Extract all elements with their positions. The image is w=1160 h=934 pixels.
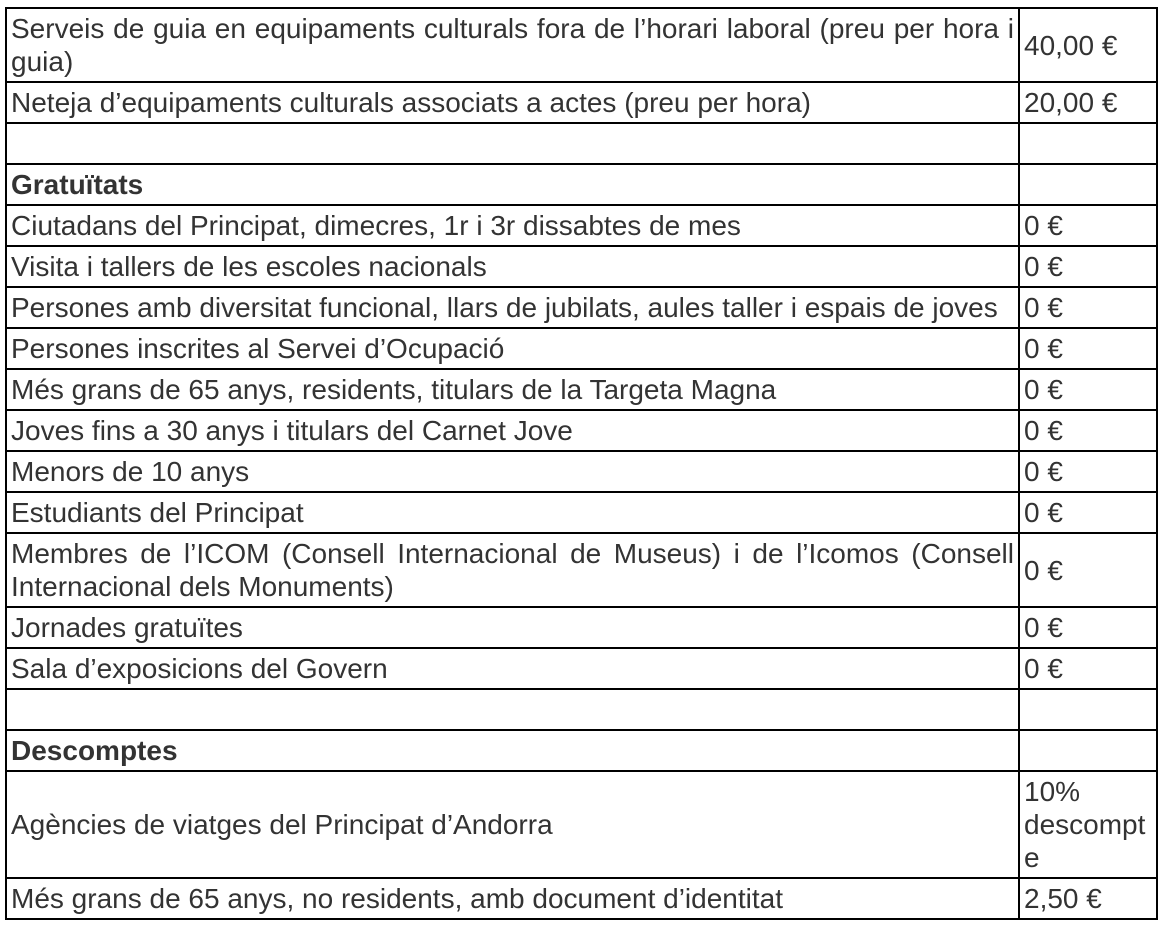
table-row	[6, 492, 1157, 533]
description-cell: Serveis de guia en equipaments culturals fora de l’horari laboral (preu per hora i guia)	[6, 8, 1019, 82]
table-row	[6, 246, 1157, 287]
price-cell: 20,00 €	[1019, 82, 1157, 123]
table-row	[6, 533, 1157, 607]
price-cell	[1019, 689, 1157, 730]
description-cell: Menors de 10 anys	[6, 451, 1019, 492]
price-cell: 0 €	[1019, 205, 1157, 246]
price-cell: 0 €	[1019, 607, 1157, 648]
description-cell: Més grans de 65 anys, residents, titulars de la Targeta Magna	[6, 369, 1019, 410]
table-row	[6, 648, 1157, 689]
price-cell: 0 €	[1019, 410, 1157, 451]
price-cell: 10% descompte	[1019, 771, 1157, 878]
price-cell: 40,00 €	[1019, 8, 1157, 82]
price-cell: 0 €	[1019, 533, 1157, 607]
table-row	[6, 607, 1157, 648]
price-cell: 0 €	[1019, 451, 1157, 492]
table-row	[6, 287, 1157, 328]
description-cell: Estudiants del Principat	[6, 492, 1019, 533]
price-cell: 0 €	[1019, 328, 1157, 369]
price-cell: 0 €	[1019, 287, 1157, 328]
description-cell: Ciutadans del Principat, dimecres, 1r i 3r dissabtes de mes	[6, 205, 1019, 246]
section-header-cell: Gratuïtats	[6, 164, 1019, 205]
spacer-row	[6, 123, 1157, 164]
description-cell: Persones inscrites al Servei d’Ocupació	[6, 328, 1019, 369]
price-cell: 0 €	[1019, 492, 1157, 533]
pricing-table-body	[6, 8, 1157, 919]
description-cell: Agències de viatges del Principat d’Andorra	[6, 771, 1019, 878]
table-row	[6, 328, 1157, 369]
description-cell: Neteja d’equipaments culturals associats a actes (preu per hora)	[6, 82, 1019, 123]
table-row	[6, 410, 1157, 451]
price-cell: 0 €	[1019, 648, 1157, 689]
table-row	[6, 771, 1157, 878]
pricing-document	[5, 7, 1160, 920]
table-row	[6, 205, 1157, 246]
price-cell: 0 €	[1019, 246, 1157, 287]
price-cell	[1019, 164, 1157, 205]
section-header-row	[6, 164, 1157, 205]
section-header-cell: Descomptes	[6, 730, 1019, 771]
description-cell: Més grans de 65 anys, no residents, amb document d’identitat	[6, 878, 1019, 919]
description-cell: Visita i tallers de les escoles nacionals	[6, 246, 1019, 287]
price-cell	[1019, 123, 1157, 164]
description-cell	[6, 123, 1019, 164]
table-row	[6, 878, 1157, 919]
description-cell: Membres de l’ICOM (Consell Internacional de Museus) i de l’Icomos (Consell Internacional dels Monuments)	[6, 533, 1019, 607]
table-row	[6, 8, 1157, 82]
pricing-table	[5, 7, 1158, 920]
price-cell	[1019, 730, 1157, 771]
description-cell: Sala d’exposicions del Govern	[6, 648, 1019, 689]
table-row	[6, 451, 1157, 492]
description-cell: Jornades gratuïtes	[6, 607, 1019, 648]
description-cell: Persones amb diversitat funcional, llars de jubilats, aules taller i espais de joves	[6, 287, 1019, 328]
spacer-row	[6, 689, 1157, 730]
description-cell	[6, 689, 1019, 730]
section-header-row	[6, 730, 1157, 771]
price-cell: 0 €	[1019, 369, 1157, 410]
table-row	[6, 369, 1157, 410]
table-row	[6, 82, 1157, 123]
description-cell: Joves fins a 30 anys i titulars del Carnet Jove	[6, 410, 1019, 451]
price-cell: 2,50 €	[1019, 878, 1157, 919]
